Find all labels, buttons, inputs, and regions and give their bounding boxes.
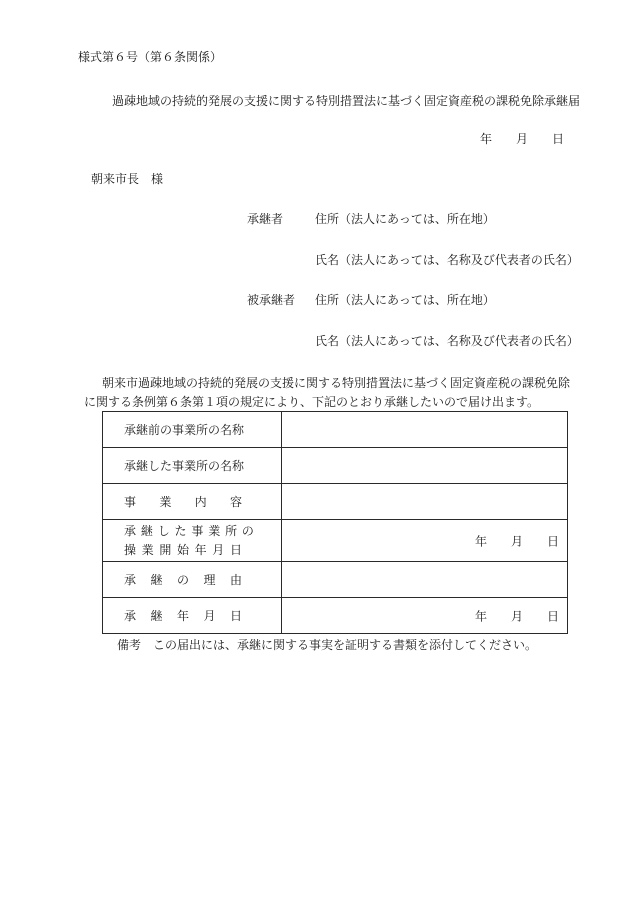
- date-month-label: 月: [516, 132, 529, 146]
- table-row: [103, 520, 568, 562]
- row-label-business-content: [103, 484, 282, 520]
- addressee: [91, 171, 163, 187]
- spread-label-line1: 承 継 し た 事 業 所 の: [124, 523, 254, 538]
- ymd-day-label: 日: [546, 534, 559, 548]
- table-row: [103, 412, 568, 448]
- ymd-month-label: 月: [510, 534, 523, 548]
- date-day-label: 日: [552, 132, 565, 146]
- document-title: 過疎地域の持続的発展の支援に関する特別措置法に基づく固定資産税の課税免除承継届: [112, 94, 581, 108]
- ymd-year-label: 年: [474, 534, 487, 548]
- form-number: 様式第６号（第６条関係）: [78, 50, 223, 64]
- predecessor-address-label: 住所（法人にあっては、所在地）: [315, 293, 495, 307]
- succession-details-table: [102, 411, 568, 634]
- ymd-year-label: 年: [474, 609, 487, 623]
- table-row: [103, 448, 568, 484]
- addressee-honorific: 様: [151, 172, 164, 186]
- table-row: [103, 484, 568, 520]
- ymd-month-label: 月: [510, 609, 523, 623]
- row-label-previous-office-name: 承継前の事業所の名称: [103, 412, 282, 448]
- spread-label: 承 継 年 月 日: [124, 609, 242, 623]
- predecessor-role-label: 被承継者: [247, 293, 296, 307]
- ymd-day-label: 日: [546, 609, 559, 623]
- table-row: [103, 598, 568, 634]
- submission-date: [480, 131, 564, 147]
- remarks-label: 備考: [117, 638, 142, 652]
- succession-date-ymd: [475, 607, 559, 624]
- spread-label-line2: 操 業 開 始 年 月 日: [124, 542, 242, 557]
- remarks-text: この届出には、承継に関する事実を証明する書類を添付してください。: [153, 638, 538, 652]
- predecessor-name-label: 氏名（法人にあっては、名称及び代表者の氏名）: [315, 334, 579, 348]
- operation-start-date-field[interactable]: [282, 520, 568, 562]
- date-year-label: 年: [480, 132, 493, 146]
- successor-address-label: 住所（法人にあっては、所在地）: [315, 212, 495, 226]
- spread-label: 事 業 内 容: [124, 495, 242, 509]
- row-label-succession-date: [103, 598, 282, 634]
- successor-role-label: 承継者: [247, 212, 284, 226]
- table-row: [103, 562, 568, 598]
- remarks: [117, 637, 537, 653]
- business-content-field[interactable]: [282, 484, 568, 520]
- succession-date-field[interactable]: [282, 598, 568, 634]
- row-label-operation-start-date: [103, 520, 282, 562]
- declaration-text: 朝来市過疎地域の持続的発展の支援に関する特別措置法に基づく固定資産税の課税免除に関する条例第６条第１項の規定により、下記のとおり承継したいので届け出ます。: [84, 376, 571, 409]
- row-label-succeeded-office-name: 承継した事業所の名称: [103, 448, 282, 484]
- spread-label: 承 継 の 理 由: [124, 573, 242, 587]
- succession-reason-field[interactable]: [282, 562, 568, 598]
- successor-name-label: 氏名（法人にあっては、名称及び代表者の氏名）: [315, 253, 579, 267]
- row-label-succession-reason: [103, 562, 282, 598]
- previous-office-name-field[interactable]: [282, 412, 568, 448]
- succeeded-office-name-field[interactable]: [282, 448, 568, 484]
- operation-start-date-ymd: [475, 532, 559, 549]
- addressee-name: 朝来市長: [91, 172, 140, 186]
